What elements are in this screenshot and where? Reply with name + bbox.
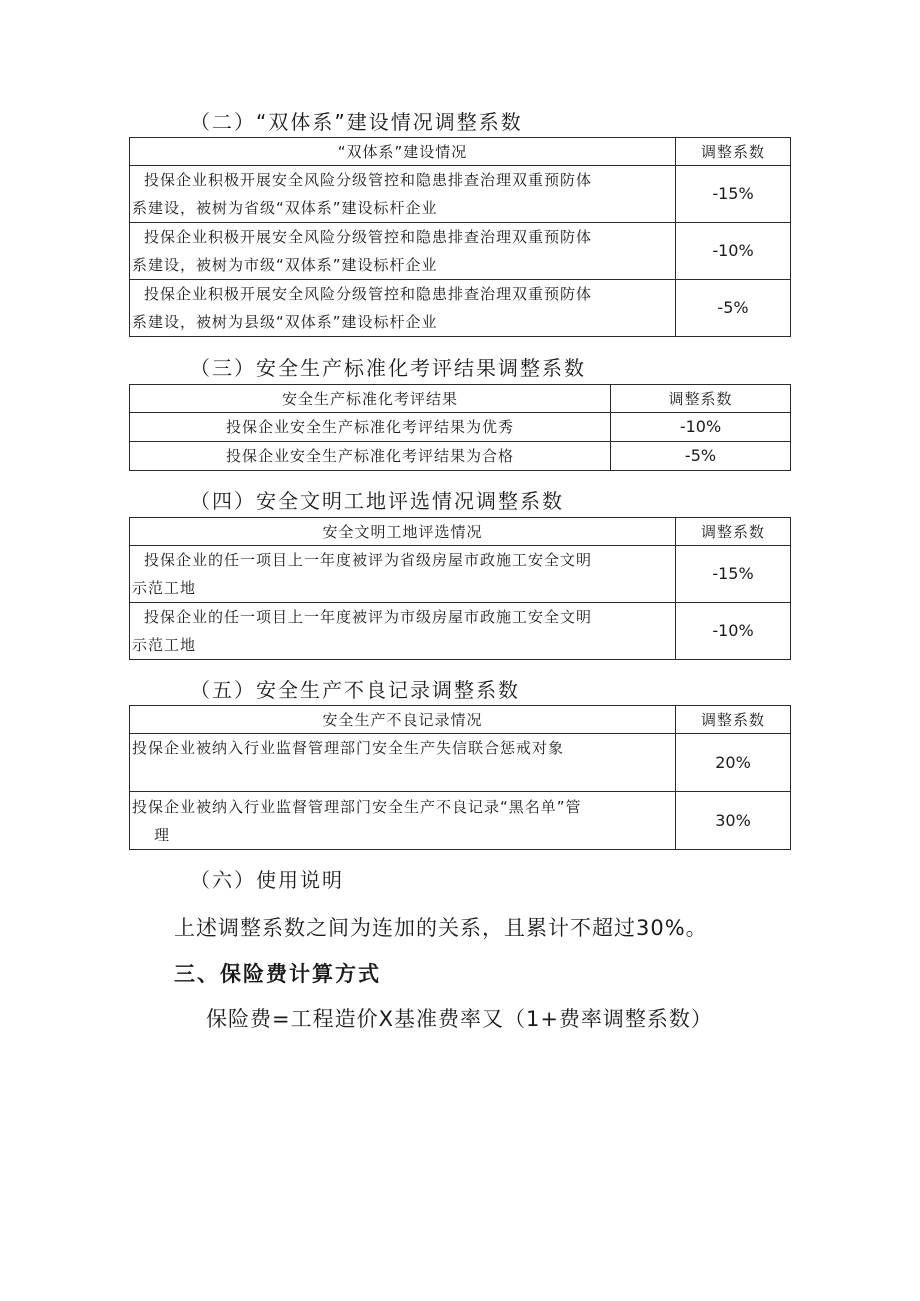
- row-line-2: 系建设，被树为县级“双体系”建设标杆企业: [132, 313, 438, 331]
- row-description: 投保企业安全生产标准化考评结果为合格: [130, 442, 611, 471]
- section-heading-standardization: （三）安全生产标准化考评结果调整系数: [190, 356, 586, 380]
- row-coefficient: -15%: [676, 166, 791, 223]
- table-row: [130, 413, 791, 442]
- column-header: 调整系数: [676, 518, 791, 546]
- table-header-row: [130, 518, 791, 546]
- table-row: [130, 734, 791, 792]
- row-coefficient: 30%: [676, 792, 791, 850]
- section-heading-bad-record: （五）安全生产不良记录调整系数: [190, 678, 520, 702]
- row-coefficient: -10%: [676, 223, 791, 280]
- column-header: 安全生产标准化考评结果: [130, 385, 611, 413]
- row-line-2: 理: [154, 825, 171, 844]
- table-header-row: [130, 706, 791, 734]
- table-header-row: [130, 138, 791, 166]
- row-line-1: 投保企业积极开展安全风险分级管控和隐患排查治理双重预防体: [144, 228, 593, 246]
- bad-record-table: [129, 705, 791, 850]
- row-coefficient: -10%: [611, 413, 791, 442]
- row-line-2: 示范工地: [132, 636, 197, 654]
- column-header: 调整系数: [611, 385, 791, 413]
- section-heading-civilized-site: （四）安全文明工地评选情况调整系数: [190, 489, 564, 513]
- table-row: [130, 603, 791, 660]
- row-line-1: 投保企业被纳入行业监督管理部门安全生产不良记录“黑名单”管: [132, 797, 582, 816]
- row-description: 投保企业安全生产标准化考评结果为优秀: [130, 413, 611, 442]
- column-header: 调整系数: [676, 138, 791, 166]
- row-description: [130, 603, 676, 660]
- table-header-row: [130, 385, 791, 413]
- table-row: [130, 280, 791, 337]
- row-line-2: 示范工地: [132, 579, 197, 597]
- row-line-1: 投保企业被纳入行业监督管理部门安全生产失信联合惩戒对象: [132, 739, 565, 757]
- row-description: [130, 546, 676, 603]
- row-description: [130, 223, 676, 280]
- row-description: [130, 734, 676, 792]
- double-system-table: [129, 137, 791, 337]
- standardization-table: [129, 384, 791, 471]
- row-line-2: 系建设，被树为省级“双体系”建设标杆企业: [132, 199, 438, 217]
- row-coefficient: -5%: [611, 442, 791, 471]
- column-header: 调整系数: [676, 706, 791, 734]
- section-heading-usage-notes: （六）使用说明: [190, 868, 344, 892]
- table-row: [130, 546, 791, 603]
- row-coefficient: -10%: [676, 603, 791, 660]
- row-line-1: 投保企业积极开展安全风险分级管控和隐患排查治理双重预防体: [144, 171, 593, 189]
- column-header: 安全生产不良记录情况: [130, 706, 676, 734]
- row-coefficient: -5%: [676, 280, 791, 337]
- usage-note-text: 上述调整系数之间为连加的关系，且累计不超过30%。: [174, 916, 708, 940]
- premium-formula: 保险费=工程造价X基准费率又（1+费率调整系数）: [206, 1007, 713, 1031]
- row-line-1: 投保企业积极开展安全风险分级管控和隐患排查治理双重预防体: [144, 285, 593, 303]
- section-three-heading: 三、保险费计算方式: [174, 962, 381, 986]
- row-line-1: 投保企业的任一项目上一年度被评为市级房屋市政施工安全文明: [144, 608, 593, 626]
- table-row: [130, 442, 791, 471]
- row-coefficient: -15%: [676, 546, 791, 603]
- column-header: 安全文明工地评选情况: [130, 518, 676, 546]
- table-row: [130, 792, 791, 850]
- section-heading-double-system: （二）“双体系”建设情况调整系数: [190, 110, 523, 134]
- row-line-2: 系建设，被树为市级“双体系”建设标杆企业: [132, 256, 438, 274]
- table-row: [130, 166, 791, 223]
- row-description: [130, 792, 676, 850]
- table-row: [130, 223, 791, 280]
- row-description: [130, 280, 676, 337]
- civilized-site-table: [129, 517, 791, 660]
- row-description: [130, 166, 676, 223]
- row-line-1: 投保企业的任一项目上一年度被评为省级房屋市政施工安全文明: [144, 551, 593, 569]
- column-header: “双体系”建设情况: [130, 138, 676, 166]
- row-coefficient: 20%: [676, 734, 791, 792]
